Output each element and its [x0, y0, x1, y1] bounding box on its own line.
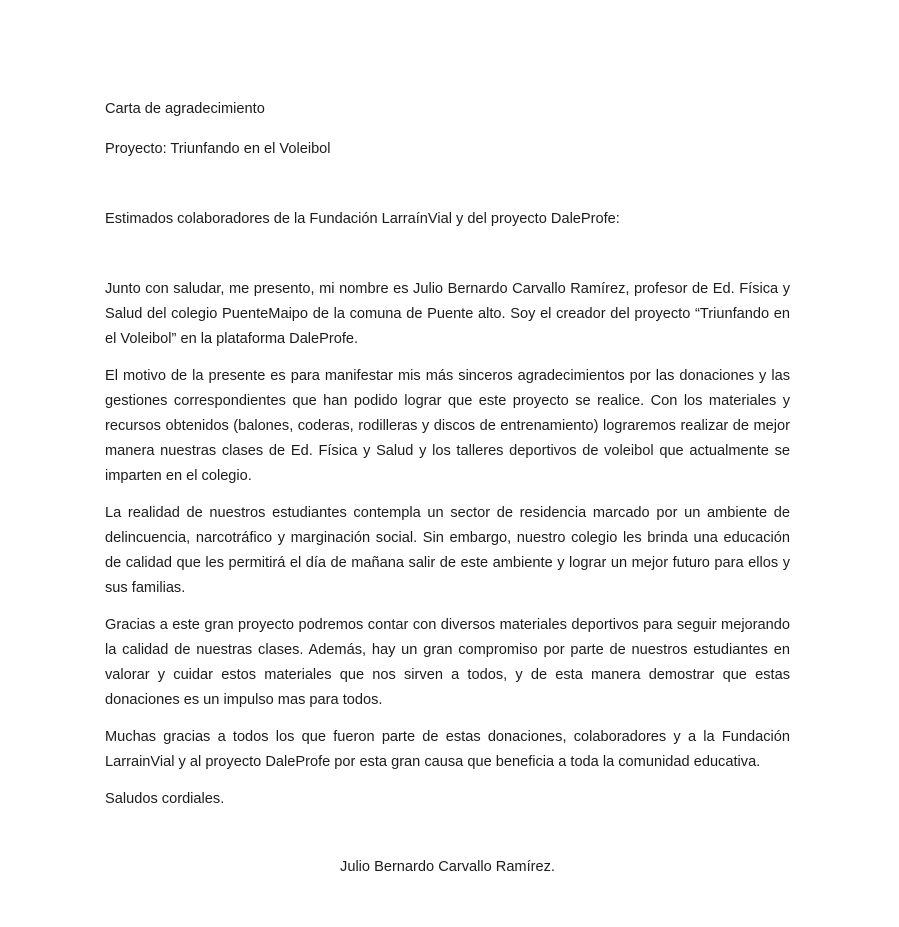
project-line: Proyecto: Triunfando en el Voleibol — [105, 141, 331, 157]
body-paragraph: La realidad de nuestros estudiantes contempla un sector de residencia marcado por un ambiente de delincuencia, narcotráfico y marginación social. Sin embargo, nuestro colegio les brinda una educación de calidad que les permitirá el día de mañana salir de este ambiente y lograr un mejor futuro para ellos y sus familias. — [105, 505, 790, 596]
salutation: Estimados colaboradores de la Fundación LarraínVial y del proyecto DaleProfe: — [105, 211, 620, 227]
body-paragraph: El motivo de la presente es para manifestar mis más sinceros agradecimientos por las donaciones y las gestiones correspondientes que han podido lograr que este proyecto se realice. Con los materiales y recursos obtenidos (balones, coderas, rodilleras y discos de entrenamiento) lograremos realizar de mejor manera nuestras clases de Ed. Física y Salud y los talleres deportivos de voleibol que actualmente se imparten en el colegio. — [105, 368, 790, 484]
body-paragraph: Gracias a este gran proyecto podremos contar con diversos materiales deportivos para seguir mejorando la calidad de nuestras clases. Además, hay un gran compromiso por parte de nuestros estudiantes en valorar y cuidar estos materiales que nos sirven a todos, y de esta manera demostrar que estas donaciones es un impulso mas para todos. — [105, 617, 790, 708]
body-paragraph: Junto con saludar, me presento, mi nombre es Julio Bernardo Carvallo Ramírez, profesor de Ed. Física y Salud del colegio PuenteMaipo de la comuna de Puente alto. Soy el creador del proyecto “Triunfando en el Voleibol” en la plataforma DaleProfe. — [105, 281, 790, 347]
body-paragraph: Muchas gracias a todos los que fueron parte de estas donaciones, colaboradores y a la Fundación LarrainVial y al proyecto DaleProfe por esta gran causa que beneficia a toda la comunidad educativa. — [105, 729, 790, 770]
closing-line: Saludos cordiales. — [105, 791, 225, 807]
signature: Julio Bernardo Carvallo Ramírez. — [340, 859, 555, 875]
letter-title: Carta de agradecimiento — [105, 101, 265, 117]
